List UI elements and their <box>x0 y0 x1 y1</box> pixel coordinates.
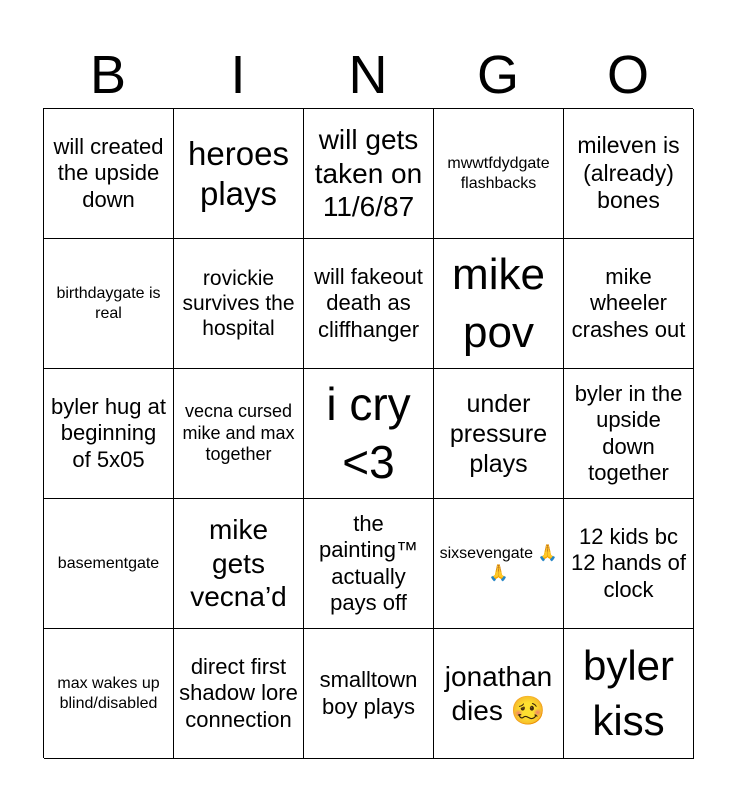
bingo-cell[interactable]: mike wheeler crashes out <box>564 239 694 369</box>
bingo-header <box>43 42 693 108</box>
bingo-cell[interactable]: will created the upside down <box>44 109 174 239</box>
bingo-cell[interactable]: byler kiss <box>564 629 694 759</box>
bingo-cell[interactable]: the painting™ actually pays off <box>304 499 434 629</box>
bingo-board <box>43 108 693 758</box>
bingo-cell[interactable]: mike pov <box>434 239 564 369</box>
bingo-cell[interactable]: byler hug at beginning of 5x05 <box>44 369 174 499</box>
bingo-cell[interactable]: smalltown boy plays <box>304 629 434 759</box>
bingo-cell[interactable]: birthdaygate is real <box>44 239 174 369</box>
header-letter-n: N <box>348 45 388 105</box>
header-letter-g: G <box>476 45 519 105</box>
header-letter-i: I <box>230 45 246 105</box>
bingo-cell[interactable]: vecna cursed mike and max together <box>174 369 304 499</box>
bingo-cell[interactable]: mwwtfdydgate flashbacks <box>434 109 564 239</box>
bingo-cell[interactable]: 12 kids bc 12 hands of clock <box>564 499 694 629</box>
bingo-cell[interactable]: heroes plays <box>174 109 304 239</box>
bingo-cell[interactable]: byler in the upside down together <box>564 369 694 499</box>
bingo-cell[interactable]: will gets taken on 11/6/87 <box>304 109 434 239</box>
bingo-cell[interactable]: direct first shadow lore connection <box>174 629 304 759</box>
bingo-cell[interactable]: jonathan dies 🥴 <box>434 629 564 759</box>
bingo-cell[interactable]: rovickie survives the hospital <box>174 239 304 369</box>
bingo-cell[interactable]: mike gets vecna’d <box>174 499 304 629</box>
bingo-cell[interactable]: max wakes up blind/disabled <box>44 629 174 759</box>
bingo-cell[interactable]: basementgate <box>44 499 174 629</box>
bingo-cell[interactable]: mileven is (already) bones <box>564 109 694 239</box>
bingo-cell[interactable]: sixsevengate 🙏🙏 <box>434 499 564 629</box>
bingo-cell[interactable]: under pressure plays <box>434 369 564 499</box>
header-letter-b: B <box>89 45 127 105</box>
header-letter-o: O <box>606 45 649 105</box>
bingo-cell[interactable]: i cry <3 <box>304 369 434 499</box>
bingo-cell[interactable]: will fakeout death as cliffhanger <box>304 239 434 369</box>
